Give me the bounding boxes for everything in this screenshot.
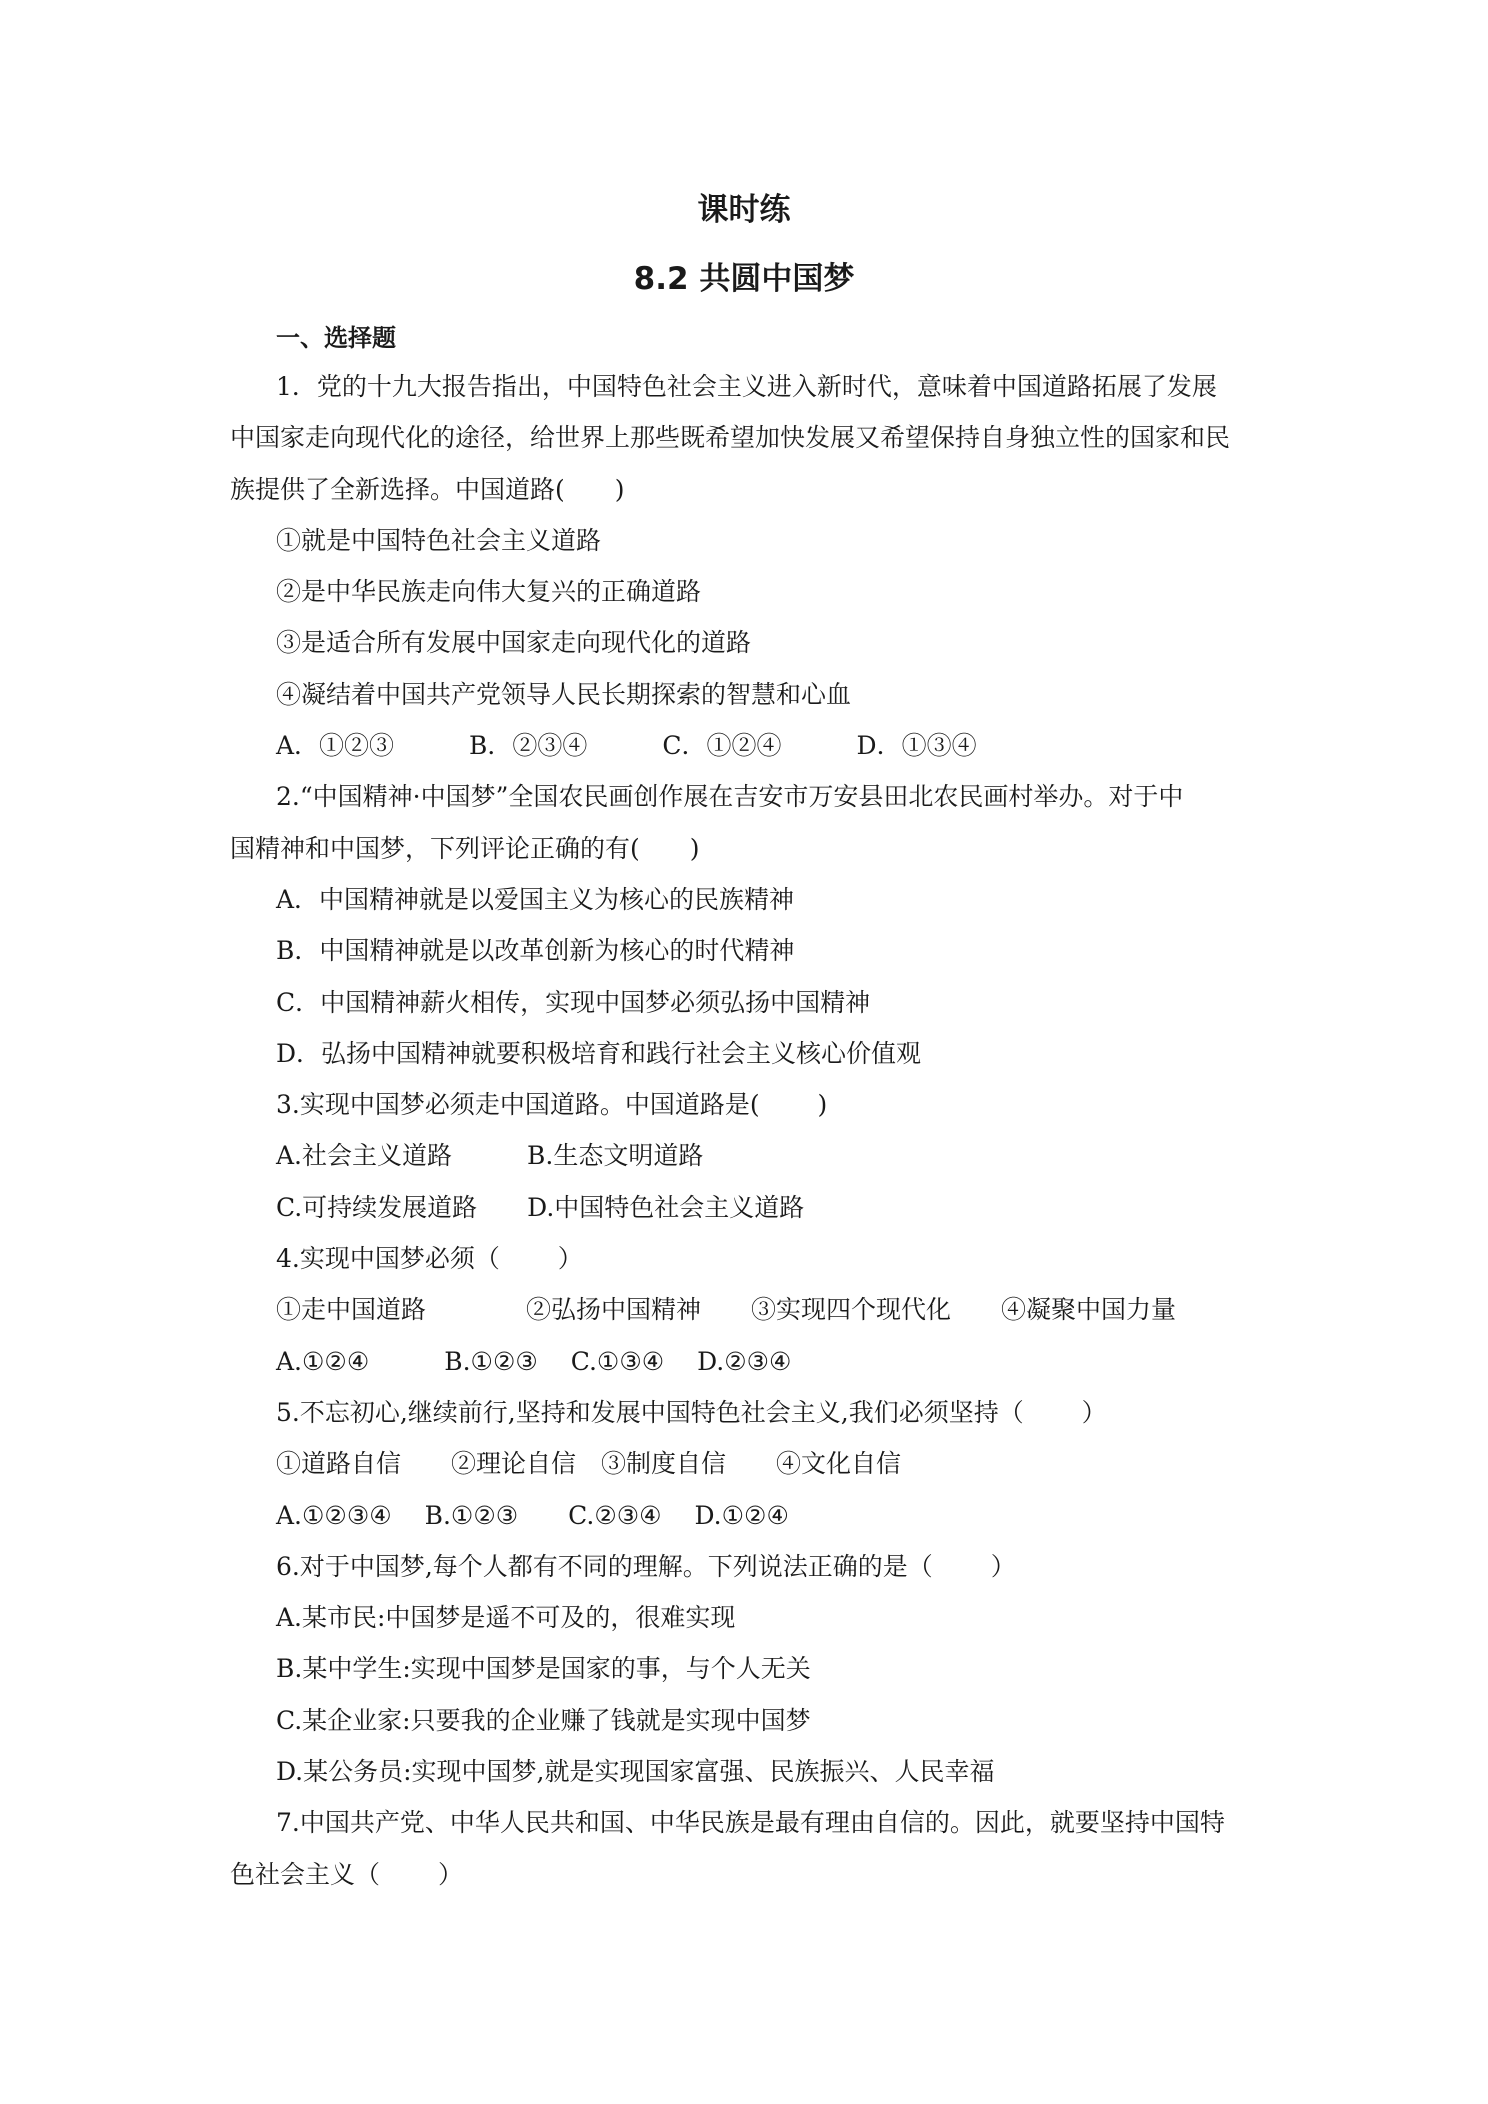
text-line: C.可持续发展道路 D.中国特色社会主义道路 [276,1192,805,1222]
text-line: B.某中学生:实现中国梦是国家的事，与个人无关 [276,1654,811,1684]
text-line: 族提供了全新选择。中国道路( ) [230,474,625,504]
text-line: 中国家走向现代化的途径，给世界上那些既希望加快发展又希望保持自身独立性的国家和民 [230,423,1231,453]
text-line: D.某公务员:实现中国梦,就是实现国家富强、民族振兴、人民幸福 [276,1757,995,1787]
text-line: 2.“中国精神·中国梦”全国农民画创作展在吉安市万安县田北农民画村举办。对于中 [276,782,1184,812]
text-line: ①走中国道路 ②弘扬中国精神 ③实现四个现代化 ④凝聚中国力量 [276,1295,1177,1325]
text-line: A．中国精神就是以爱国主义为核心的民族精神 [276,884,795,914]
document-subtitle: 8.2 共圆中国梦 [633,261,855,297]
text-line: A.某市民:中国梦是遥不可及的，很难实现 [276,1603,736,1633]
text-line: C．中国精神薪火相传，实现中国梦必须弘扬中国精神 [276,987,871,1017]
question-body [230,361,1270,1900]
text-line: ①就是中国特色社会主义道路 [276,525,602,555]
text-line: 6.对于中国梦,每个人都有不同的理解。下列说法正确的是（ ） [276,1551,1016,1581]
text-line: ②是中华民族走向伟大复兴的正确道路 [276,577,702,607]
text-line: ①道路自信 ②理论自信 ③制度自信 ④文化自信 [276,1449,902,1479]
text-line: C.某企业家:只要我的企业赚了钱就是实现中国梦 [276,1705,811,1735]
section-heading: 一、选择题 [276,324,396,352]
text-line: A.社会主义道路 B.生态文明道路 [276,1141,704,1171]
text-line: A．①②③ B．②③④ C．①②④ D．①③④ [276,731,977,761]
text-line: B．中国精神就是以改革创新为核心的时代精神 [276,936,795,966]
text-line: ③是适合所有发展中国家走向现代化的道路 [276,628,752,658]
text-line: 国精神和中国梦，下列评论正确的有( ) [230,833,700,863]
text-line: A.①②④ B.①②③ C.①③④ D.②③④ [276,1346,792,1376]
document-title: 课时练 [697,192,791,228]
text-line: A.①②③④ B.①②③ C.②③④ D.①②④ [276,1500,789,1530]
text-line: ④凝结着中国共产党领导人民长期探索的智慧和心血 [276,679,852,709]
text-line: 1．党的十九大报告指出，中国特色社会主义进入新时代，意味着中国道路拓展了发展 [276,372,1217,401]
text-line: 4.实现中国梦必须（ ） [276,1244,583,1274]
text-line: 5.不忘初心,继续前行,坚持和发展中国特色社会主义,我们必须坚持（ ） [276,1397,1107,1427]
text-line: 7.中国共产党、中华人民共和国、中华民族是最有理由自信的。因此，就要坚持中国特 [276,1808,1225,1838]
text-line: D．弘扬中国精神就要积极培育和践行社会主义核心价值观 [276,1038,922,1068]
text-line: 3.实现中国梦必须走中国道路。中国道路是( ) [276,1090,828,1120]
text-line: 色社会主义（ ） [230,1859,463,1889]
